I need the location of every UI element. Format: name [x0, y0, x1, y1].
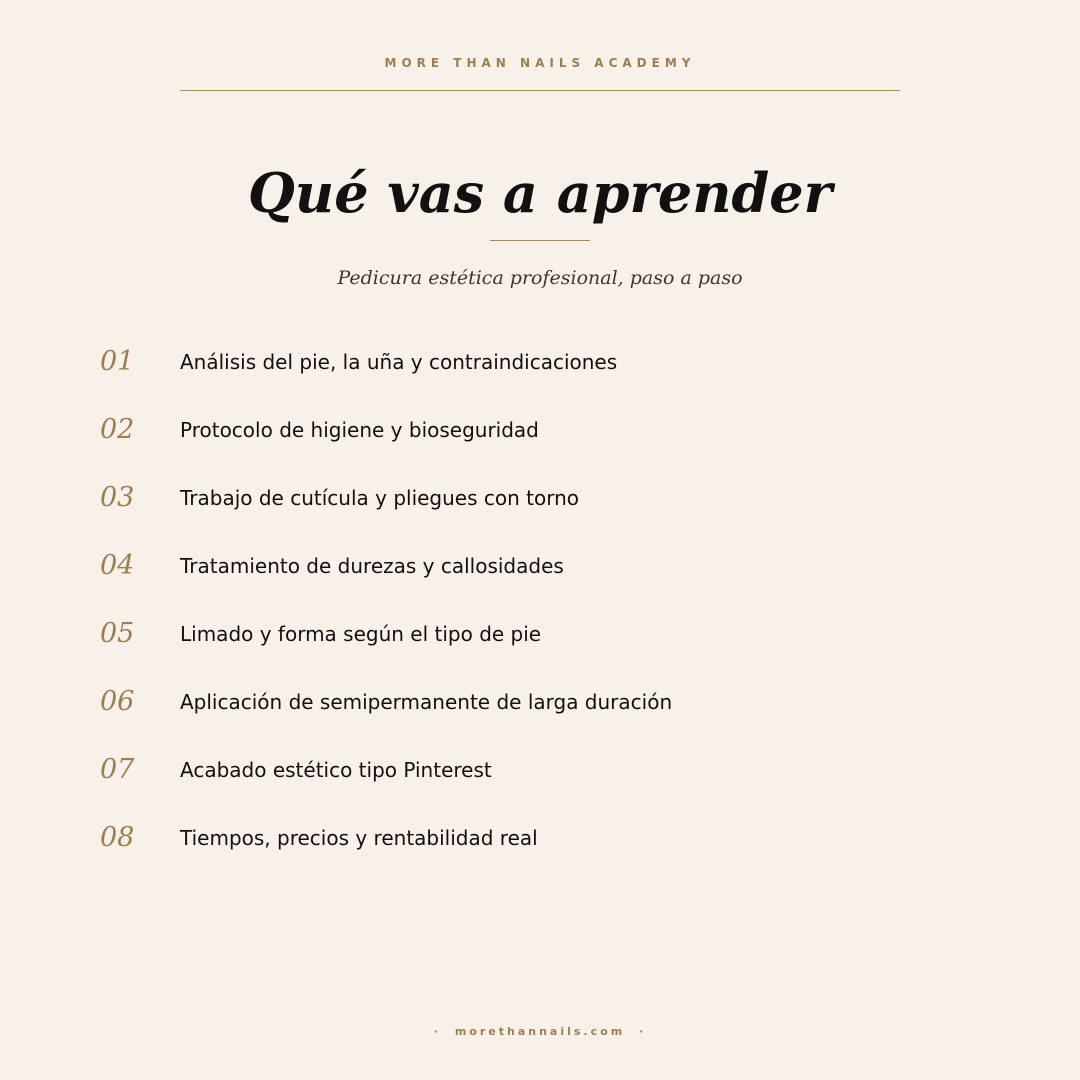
footer-dot-right: · — [639, 1025, 647, 1038]
item-text: Limado y forma según el tipo de pie — [180, 622, 542, 646]
item-number: 01 — [100, 346, 135, 377]
list-item — [100, 736, 980, 804]
item-text: Acabado estético tipo Pinterest — [180, 758, 492, 782]
item-number: 07 — [100, 754, 135, 785]
list-item — [100, 532, 980, 600]
item-text: Análisis del pie, la uña y contraindicaciones — [180, 350, 618, 374]
title-divider — [490, 240, 590, 241]
footer — [0, 1025, 1080, 1038]
list-item — [100, 600, 980, 668]
top-divider — [180, 90, 900, 91]
website-link[interactable]: morethannails.com — [454, 1025, 626, 1038]
item-text: Tiempos, precios y rentabilidad real — [180, 826, 538, 850]
learning-list — [100, 328, 980, 872]
list-item — [100, 396, 980, 464]
item-text: Protocolo de higiene y bioseguridad — [180, 418, 539, 442]
item-number: 05 — [100, 618, 135, 649]
brand-label: MORE THAN NAILS ACADEMY — [384, 56, 696, 70]
item-number: 06 — [100, 686, 135, 717]
item-number: 03 — [100, 482, 135, 513]
page-title: Qué vas a aprender — [247, 161, 833, 225]
list-item — [100, 328, 980, 396]
item-text: Aplicación de semipermanente de larga duración — [180, 690, 673, 714]
item-number: 08 — [100, 822, 135, 853]
item-text: Tratamiento de durezas y callosidades — [180, 554, 564, 578]
item-number: 04 — [100, 550, 135, 581]
footer-dot-left: · — [433, 1025, 441, 1038]
page-subtitle: Pedicura estética profesional, paso a paso — [337, 267, 743, 289]
list-item — [100, 804, 980, 872]
item-text: Trabajo de cutícula y pliegues con torno — [180, 486, 580, 510]
list-item — [100, 668, 980, 736]
item-number: 02 — [100, 414, 135, 445]
list-item — [100, 464, 980, 532]
